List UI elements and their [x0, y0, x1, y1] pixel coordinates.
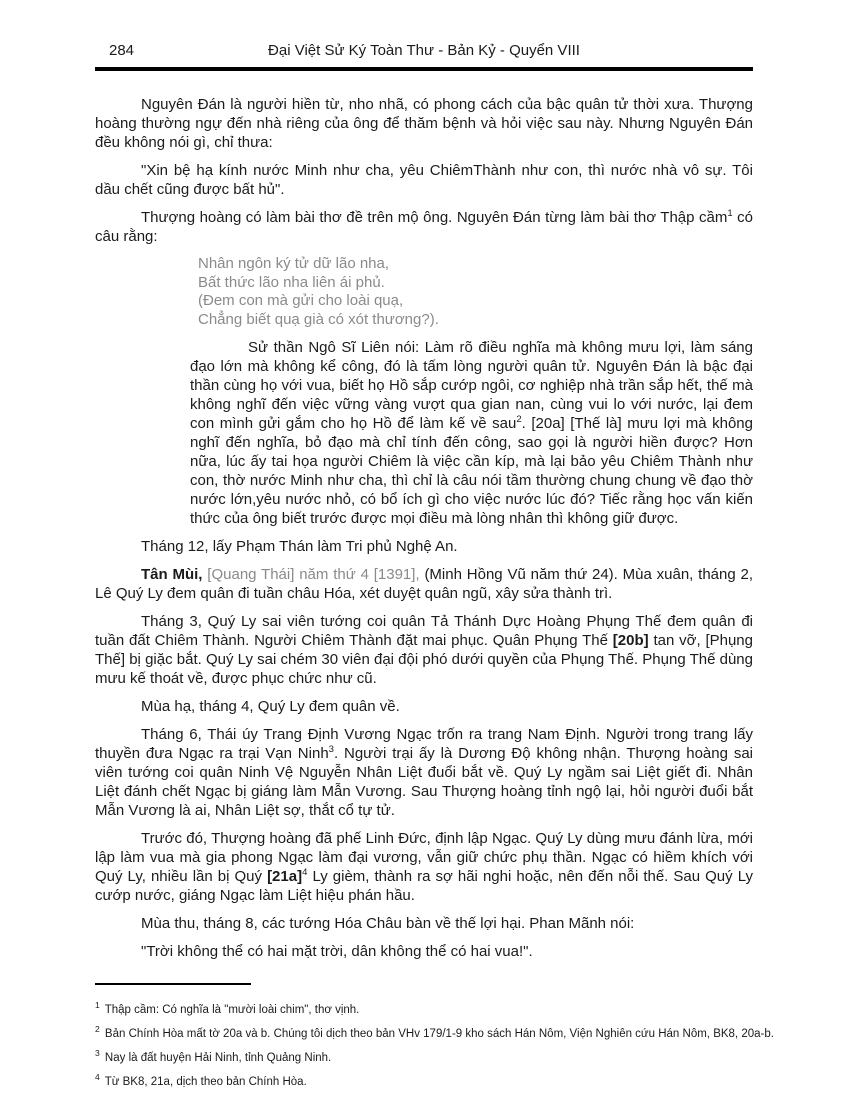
footnote-text: Từ BK8, 21a, dịch theo bản Chính Hòa. — [101, 1076, 307, 1088]
paragraph-nguyen-dan — [95, 95, 753, 152]
text-segment: Ly gièm, thành ra sợ hãi nghi hoặc, nên đến nỗi thế. Sau Quý Ly cướp nước, giáng Ngạc làm Liệt hiệu phán hầu. — [95, 868, 753, 904]
paragraph-thang-12 — [95, 537, 753, 556]
footnote-reference: 2 — [516, 414, 522, 425]
document-body — [95, 95, 753, 961]
footnote — [95, 1024, 774, 1041]
footnotes-list — [95, 1000, 774, 1089]
footnote-marker: 2 — [95, 1024, 100, 1035]
text-segment: Tháng 6, Thái úy Trang Định Vương Ngạc trốn ra trang Nam Định. Người trong trang lấy thuyền đưa Ngạc ra trại Vạn Ninh — [95, 726, 753, 762]
poem-line: Chẳng biết quạ già có xót thương?). — [198, 310, 439, 328]
footnote-reference: 1 — [727, 208, 733, 219]
footnote-text: Thập cầm: Có nghĩa là "mười loài chim", thơ vịnh. — [101, 1004, 360, 1016]
text-segment: Tháng 12, lấy Phạm Thán làm Tri phủ Nghệ An. — [141, 538, 458, 555]
text-segment: Trước đó, Thượng hoàng đã phế Linh Đức, định lập Ngạc. Quý Ly dùng mưu đánh lừa, mới lập làm vua mà gia phong Ngạc làm đại vương, vẫn giữ chức phụ thần. Ngạc có hiềm khích với Quý Ly, nhiều lần bị Quý — [95, 830, 753, 885]
text-segment: (Minh Hồng Vũ năm thứ 24). Mùa xuân, tháng 2, Lê Quý Ly đem quân đi tuần châu Hóa, xét duyệt quân ngũ, xây sửa thành trì. — [95, 566, 754, 602]
paragraph-tan-mui — [95, 565, 753, 603]
text-segment: "Trời không thể có hai mặt trời, dân không thể có hai vua!". — [141, 943, 533, 960]
poem-thap-cam — [198, 255, 753, 329]
text-segment: Mùa thu, tháng 8, các tướng Hóa Châu bàn về thế lợi hại. Phan Mãnh nói: — [141, 915, 635, 932]
paragraph-tho-de-mo — [95, 208, 753, 246]
text-segment: "Xin bệ hạ kính nước Minh như cha, yêu ChiêmThành như con, thì nước nhà vô sự. Tôi dầu chết cũng được bất hủ". — [95, 162, 753, 198]
footnote — [95, 1000, 753, 1017]
text-segment: [21a] — [267, 868, 303, 885]
paragraph-truoc-do — [95, 829, 753, 905]
text-segment: Tân Mùi, — [141, 566, 203, 583]
footnote-reference: 3 — [328, 744, 334, 755]
text-segment: Mùa hạ, tháng 4, Quý Ly đem quân về. — [141, 698, 400, 715]
paragraph-mua-ha — [95, 697, 753, 716]
footnote — [95, 1072, 753, 1089]
page-header — [95, 42, 753, 71]
poem-line: Nhân ngôn ký tử dữ lão nha, — [198, 255, 390, 272]
text-segment: Tháng 3, Quý Ly sai viên tướng coi quân Tả Thánh Dực Hoàng Phụng Thế đem quân đi tuần đất Chiêm Thành. Người Chiêm Thành đặt mai phục. Quân Phụng Thế — [95, 613, 753, 649]
text-segment: [Quang Thái] năm thứ 4 [1391], — [202, 566, 420, 583]
poem-line: Bất thức lão nha liên ái phủ. — [198, 273, 385, 291]
footnote-text: Nay là đất huyện Hải Ninh, tỉnh Quảng Ninh. — [101, 1052, 332, 1064]
text-segment: Thượng hoàng có làm bài thơ đề trên mộ ông. Nguyên Đán từng làm bài thơ Thập cầm — [141, 209, 728, 226]
text-segment: có câu rằng: — [95, 209, 753, 245]
historian-commentary — [190, 338, 753, 528]
text-segment: . Người trại ấy là Dương Độ không nhận. Thượng hoàng sai viên tướng coi quân Ninh Vệ Nguyễn Nhân Liệt đuổi bắt về. Quý Ly ngầm sai Liệt giết đi. Nhân Liệt đánh chết Ngạc bị giáng làm Mẫn Vương. Sau Thượng hoàng tỉnh ngộ lại, hỏi người đuổi bắt Mẫn Vương là ai, Nhân Liệt sợ, thắt cổ tự tử. — [95, 745, 753, 819]
text-segment: tan vỡ, [Phụng Thế] bị giặc bắt. Quý Ly sai chém 30 viên đại đội phó dưới quyền của Phụng Thế. Phụng Thế dùng mưu kế thoát về, được phục chức như cũ. — [95, 632, 753, 687]
text-segment: Nguyên Đán là người hiền từ, nho nhã, có phong cách của bậc quân tử thời xưa. Thượng hoàng thường ngự đến nhà riêng của ông để thăm bệnh và hỏi việc sau này. Nhưng Nguyên Đán đều không nói gì, chỉ thưa: — [95, 96, 753, 151]
footnote-separator-rule — [95, 983, 251, 985]
paragraph-thang-6 — [95, 725, 753, 820]
page-number: 284 — [109, 42, 135, 59]
footnote — [95, 1048, 753, 1065]
footnote-marker: 1 — [95, 1000, 100, 1011]
footnote-marker: 3 — [95, 1048, 100, 1059]
text-segment: [20b] — [612, 632, 649, 649]
paragraph-quote-troi — [95, 942, 753, 961]
footnote-reference: 4 — [302, 867, 308, 878]
text-segment: Sử thần Ngô Sĩ Liên nói: Làm rõ điều nghĩa mà không mưu lợi, làm sáng đạo lớn mà không kể công, đó là tấm lòng người quân tử. Nguyên Đán là bậc đại thần cùng họ với vua, biết họ Hồ sắp cướp ngôi, cơ nghiệp nhà trần sắp hết, thế mà không nghĩ đến việc vững vàng vượt qua gian nan, cùng vui lo với nước, lại đem con mình gửi gắm cho họ Hồ để làm kế về sau — [190, 339, 753, 432]
paragraph-mua-thu — [95, 914, 753, 933]
poem-line: (Đem con mà gửi cho loài quạ, — [198, 292, 404, 309]
footnote-text: Bản Chính Hòa mất tờ 20a và b. Chúng tôi dịch theo bản VHv 179/1-9 kho sách Hán Nôm, Viện Nghiên cứu Hán Nôm, BK8, 20a-b. — [101, 1028, 774, 1040]
text-segment: . [20a] [Thế là] mưu lợi mà không nghĩ đến nghĩa, bỏ đạo mà chỉ tính đến công, sao gọi là người hiền được? Hơn nữa, lúc ấy tai họa người Chiêm là việc cần kíp, mà lại bảo yêu Chiêm Thành như con, thờ nước Minh như cha, thì chỉ là câu nói tầm thường chung chung về đạo thờ nước lớn,yêu nước nhỏ, có bổ ích gì cho việc nước lúc đó? Tiếc rằng học vấn kiến thức của ông biết trước được mọi điều mà lòng nhân thì không giữ được. — [190, 415, 753, 527]
footnote-marker: 4 — [95, 1072, 100, 1083]
paragraph-thang-3 — [95, 612, 753, 688]
footnotes-section — [95, 983, 774, 1089]
paragraph-quote-xin-be-ha — [95, 161, 753, 199]
page-title: Đại Việt Sử Ký Toàn Thư - Bản Kỷ - Quyển VIII — [268, 42, 580, 59]
